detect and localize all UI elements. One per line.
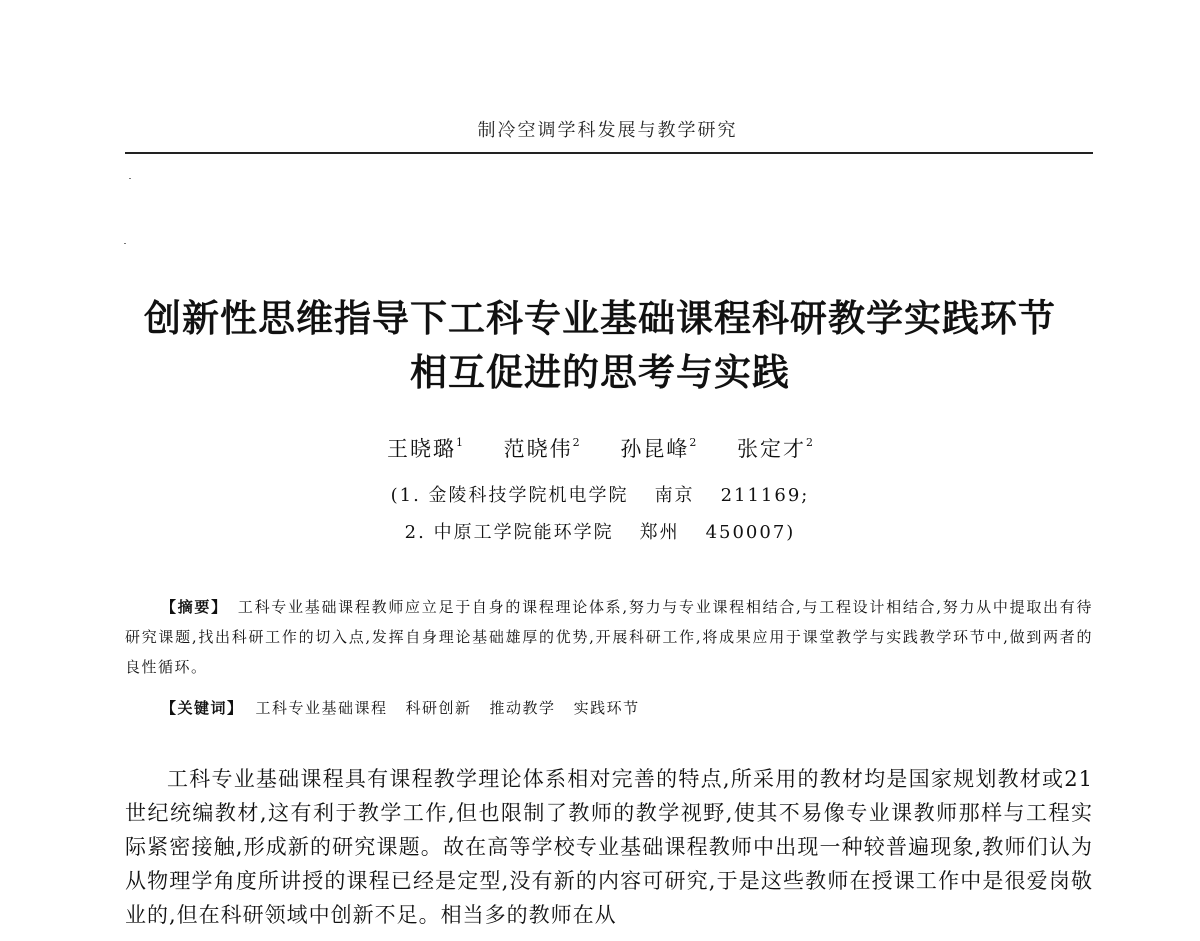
affiliation-city: 郑州 xyxy=(639,522,680,543)
keywords-label: 【关键词】 xyxy=(161,699,244,717)
affiliation-city: 南京 xyxy=(654,485,695,506)
header-rule xyxy=(125,152,1093,154)
affiliation-line xyxy=(100,481,1100,507)
author-affil-mark: 2 xyxy=(572,436,580,449)
keyword: 科研创新 xyxy=(405,699,472,717)
affiliation-postcode: 450007) xyxy=(705,522,796,543)
affiliation-institution: (1. 金陵科技学院机电学院 xyxy=(390,485,629,506)
author-affil-mark: 1 xyxy=(455,436,463,449)
author-list xyxy=(100,433,1100,463)
author-affil-mark: 2 xyxy=(806,436,814,449)
abstract-label: 【摘要】 xyxy=(161,598,228,616)
author-name: 王晓璐 xyxy=(386,437,456,461)
affiliation-institution: 2. 中原工学院能环学院 xyxy=(404,522,614,543)
affiliation-postcode: 211169; xyxy=(720,485,810,506)
running-header: 制冷空调学科发展与教学研究 xyxy=(477,120,738,141)
author-affil-mark: 2 xyxy=(689,436,697,449)
abstract xyxy=(125,592,1093,682)
author-name: 张定才 xyxy=(737,437,807,461)
paper-title xyxy=(60,292,1140,400)
keywords xyxy=(161,697,1093,718)
author xyxy=(387,437,463,461)
title-line-1: 创新性思维指导下工科专业基础课程科研教学实践环节 xyxy=(144,297,1056,340)
author xyxy=(620,437,696,461)
author xyxy=(504,437,580,461)
abstract-text: 工科专业基础课程教师应立足于自身的课程理论体系,努力与专业课程相结合,与工程设计相结合,努力从中提取出有待研究课题,找出科研工作的切入点,发挥自身理论基础雄厚的优势,开展科研工作,将成果应用于课堂教学与实践教学环节中,做到两者的良性循环。 xyxy=(125,598,1093,676)
keyword: 工科专业基础课程 xyxy=(255,699,388,717)
body-paragraph: 工科专业基础课程具有课程教学理论体系相对完善的特点,所采用的教材均是国家规划教材或21世纪统编教材,这有利于教学工作,但也限制了教师的教学视野,使其不易像专业课教师那样与工程实际紧密接触,形成新的研究课题。故在高等学校专业基础课程教师中出现一种较普遍现象,教师们认为从物理学角度所讲授的课程已经是定型,没有新的内容可研究,于是这些教师在授课工作中是很爱岗敬业的,但在科研领域中创新不足。相当多的教师在从 xyxy=(125,767,1093,927)
title-line-2: 相互促进的思考与实践 xyxy=(410,351,790,394)
author xyxy=(737,437,813,461)
scan-speck xyxy=(124,243,126,244)
keyword: 实践环节 xyxy=(573,699,640,717)
scan-speck xyxy=(129,178,131,179)
author-name: 范晓伟 xyxy=(503,437,573,461)
body-text xyxy=(125,762,1093,941)
author-name: 孙昆峰 xyxy=(620,437,690,461)
affiliation-line xyxy=(100,518,1100,544)
keyword: 推动教学 xyxy=(489,699,556,717)
